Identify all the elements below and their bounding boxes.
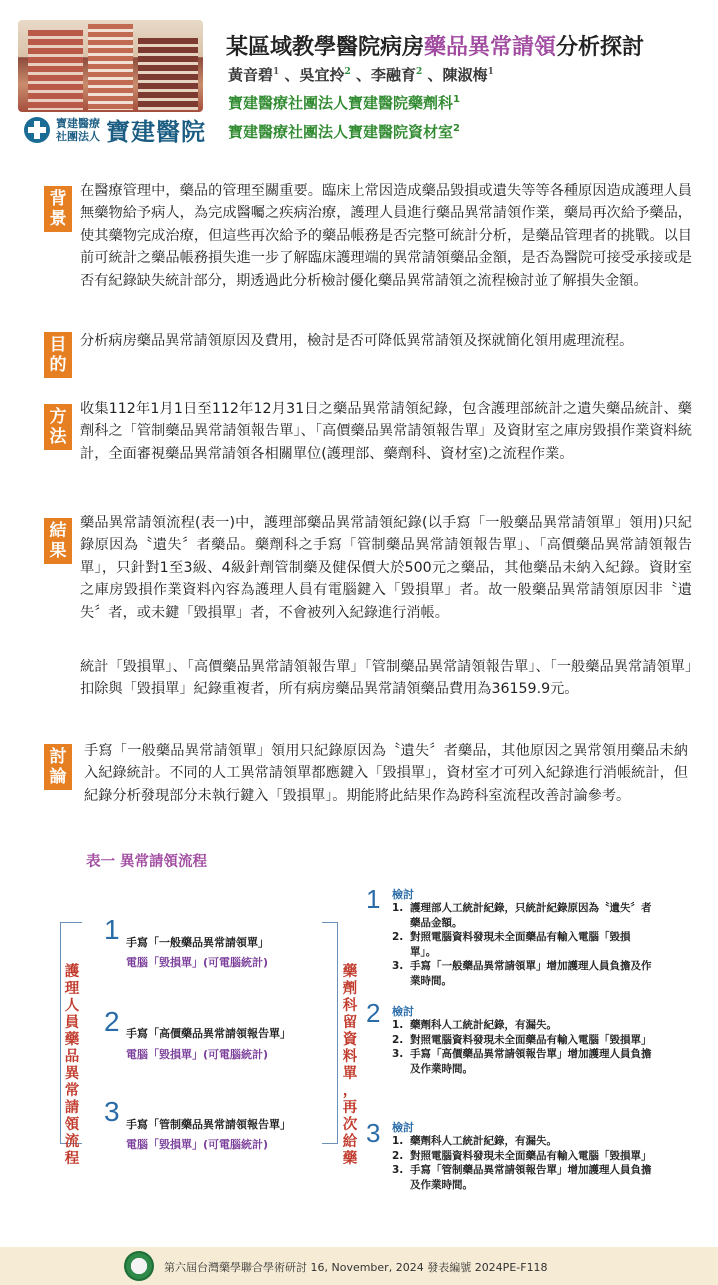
step-computer-form: 電腦「毀損單」(可電腦統計) xyxy=(126,956,269,969)
diagram-caption: 表一 異常請領流程 xyxy=(86,854,208,870)
review-heading: 檢討 xyxy=(392,1005,414,1018)
section-tag-background: 背 景 xyxy=(44,186,72,232)
section-tag-method: 方 法 xyxy=(44,404,72,450)
logo-line2: 社團法人 xyxy=(56,129,100,143)
hospital-cross-icon xyxy=(24,117,50,143)
review-list: 1. 藥劑科人工統計紀錄，有漏失。 2. 對照電腦資料發現未全面藥品有輸入電腦「毀損單」 3. 手寫「管制藥品異常請領報告單」增加護理人員負擔及作業時間。 xyxy=(392,1135,652,1191)
section-tag-result: 結 果 xyxy=(44,518,72,564)
review-number: 2 xyxy=(366,998,381,1028)
right-bracket xyxy=(322,922,338,1144)
poster-title: 某區域教學醫院病房藥品異常請領分析探討 xyxy=(226,35,645,60)
review-heading: 檢討 xyxy=(392,1121,414,1134)
step-handwritten-form: 手寫「一般藥品異常請領單」 xyxy=(126,936,269,949)
logo-line1: 寶建醫療 xyxy=(56,116,100,130)
step-number: 2 xyxy=(104,1006,120,1037)
affiliation-1: 寶建醫療社團法人寶建醫院藥劑科$^1$ xyxy=(228,94,460,112)
review-list: 1. 藥劑科人工統計紀錄，有漏失。 2. 對照電腦資料發現未全面藥品有輸入電腦「毀損單」 3. 手寫「高價藥品異常請領報告單」增加護理人員負擔及作業時間。 xyxy=(392,1019,652,1075)
purpose-text: 分析病房藥品異常請領原因及費用，檢討是否可降低異常請領及探就簡化領用處理流程。 xyxy=(80,333,634,349)
section-tag-discussion: 討 論 xyxy=(44,744,72,790)
author-list: 黃音碧$^1$ 、吳宜拎$^2$ 、李融育$^2$ 、陳淑梅$^1$ xyxy=(228,66,494,84)
discussion-text: 手寫「一般藥品異常請領單」領用只紀錄原因為〝遺失〞者藥品，其他原因之異常領用藥品未納入紀錄統計。不同的人工異常請領單都應鍵入「毀損單」，資材室才可列入紀錄進行消帳統計，但紀錄分析發現部分未執行鍵入「毀損單」。期能將此結果作為跨科室流程改善討論參考。 xyxy=(84,743,688,804)
left-flow-label: 護 理 人 員 藥 品 異 常 請 領 流 程 xyxy=(64,964,80,1167)
step-computer-form: 電腦「毀損單」(可電腦統計) xyxy=(126,1048,269,1061)
review-list: 1. 護理部人工統計紀錄，只統計紀錄原因為〝遺失〞者藥品金額。 2. 對照電腦資料發現未全面藥品有輸入電腦「毀損單」。 3. 手寫「一般藥品異常請領單」增加護理人員負擔及作業時間。 xyxy=(392,902,652,987)
affiliation-2: 寶建醫療社團法人寶建醫院資材室$^2$ xyxy=(228,123,460,141)
step-handwritten-form: 手寫「高價藥品異常請領報告單」 xyxy=(126,1027,291,1040)
background-text: 在醫療管理中，藥品的管理至關重要。臨床上常因造成藥品毀損或遺失等等各種原因造成護理人員無藥物給予病人，為完成醫囑之疾病治療，護理人員進行藥品異常請領作業，藥局再次給予藥品，使其藥物完成治療，但這些再次給予的藥品帳務是否完整可統計分析，是藥品管理者的挑戰。以目前可統計之藥品帳務損失進一步了解臨床護理端的異常請領藥品金額，是否為醫院可接受承接或是否有紀錄缺失統計部分，期透過此分析檢討優化藥品異常請領之流程檢討並了解損失金額。 xyxy=(80,183,692,289)
right-flow-label: 藥 劑 科 留 資 料 單 ， 再 次 給 藥 xyxy=(342,964,358,1167)
review-number: 1 xyxy=(366,884,381,914)
hospital-logo xyxy=(24,112,206,147)
result-text-1: 藥品異常請領流程(表一)中，護理部藥品異常請領紀錄(以手寫「一般藥品異常請領單」領用)只紀錄原因為〝遺失〞者藥品。藥劑科之手寫「管制藥品異常請領報告單」、「高價藥品異常請領報告單」，只針對1至3級、4級針劑管制藥及健保價大於500元之藥品，其他藥品未納入紀錄。資財室之庫房毀損作業資料內容為護理人員有電腦鍵入「毀損單」者。故一般藥品異常請領原因非〝遺失〞者，或未鍵「毀損單」者，不會被列入紀錄進行消帳。 xyxy=(80,515,692,621)
step-handwritten-form: 手寫「管制藥品異常請領報告單」 xyxy=(126,1118,291,1131)
step-computer-form: 電腦「毀損單」(可電腦統計) xyxy=(126,1138,269,1151)
step-number: 1 xyxy=(104,914,120,945)
logo-name: 寶建醫院 xyxy=(106,118,206,146)
method-text: 收集112年1月1日至112年12月31日之藥品異常請領紀錄，包含護理部統計之遺失藥品統計、藥劑科之「管制藥品異常請領報告單」、「高價藥品異常請領報告單」及資財室之庫房毀損作業資料統計，全面審視藥品異常請領各相關單位(護理部、藥劑科、資材室)之流程作業。 xyxy=(80,401,692,462)
step-number: 3 xyxy=(104,1096,120,1127)
review-heading: 檢討 xyxy=(392,888,414,901)
conference-seal-icon xyxy=(124,1251,154,1281)
hospital-building-photo xyxy=(18,20,203,112)
footer-text: 第六屆台灣藥學聯合學術研討 16, November, 2024 發表編號 2024PE-F118 xyxy=(164,1261,548,1274)
result-text-2: 統計「毀損單」、「高價藥品異常請領報告單」「管制藥品異常請領報告單」、「一般藥品異常請領單」扣除與「毀損單」紀錄重複者，所有病房藥品異常請領藥品費用為36159.9元。 xyxy=(80,659,692,698)
section-tag-purpose: 目 的 xyxy=(44,332,72,378)
review-number: 3 xyxy=(366,1118,381,1148)
